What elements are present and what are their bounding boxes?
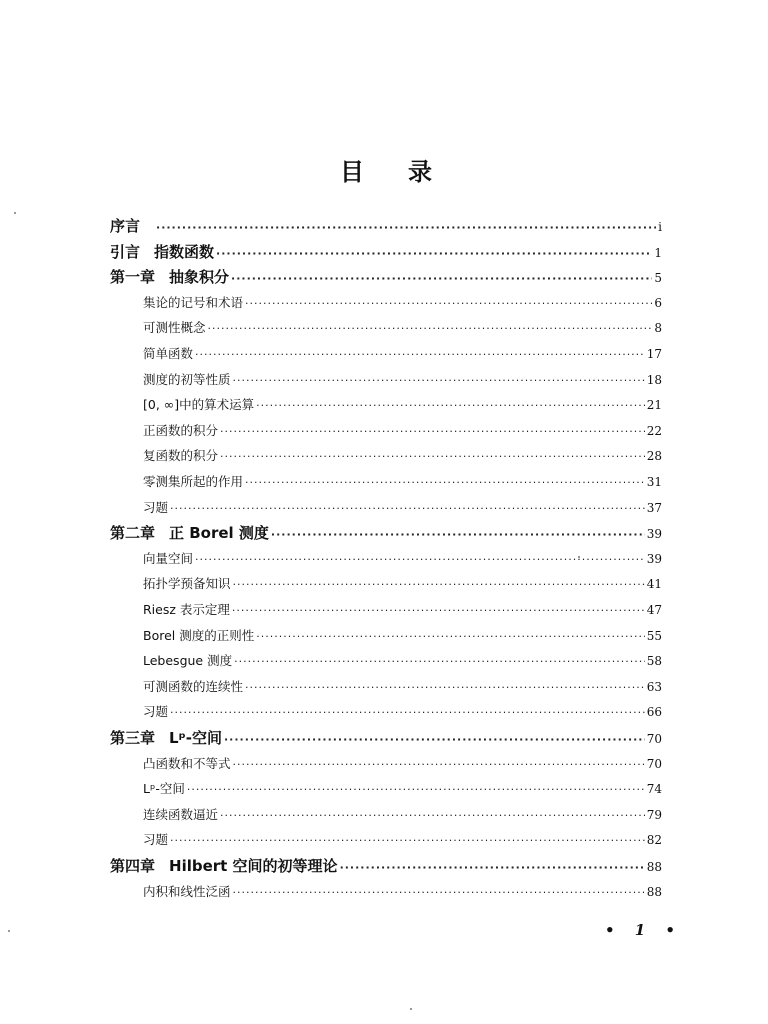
toc-entry-title: [143, 316, 206, 340]
toc-dot-leader: [220, 420, 645, 444]
toc-entry-label: 抽象积分: [169, 268, 230, 286]
toc-entry-label: 正函数的积分: [143, 423, 219, 438]
toc-entry-title: [143, 598, 230, 622]
toc-section-row: [143, 393, 662, 417]
toc-entry-title: [143, 444, 218, 468]
toc-entry-label: 零测集所起的作用: [143, 474, 244, 489]
toc-chapter-row: [110, 265, 662, 289]
footer-bullet-right: •: [665, 921, 675, 939]
toc-dot-leader: [220, 445, 645, 469]
toc-page-number: 6: [654, 296, 662, 310]
footer-bullet-left: •: [605, 921, 615, 939]
toc-entry-label: Lᵖ-空间: [169, 729, 222, 747]
toc-entry-title: [143, 470, 243, 494]
toc-section-row: [143, 419, 662, 443]
toc-dot-leader: [340, 856, 645, 880]
toc-dot-leader: [216, 242, 652, 266]
toc-page-number: 37: [646, 501, 662, 515]
toc-page-number: i: [658, 220, 662, 234]
scan-speck: [14, 212, 16, 214]
toc-chapter-row: [110, 214, 662, 238]
toc-entry-label: 简单函数: [143, 346, 194, 361]
toc-dot-leader: [233, 753, 645, 777]
toc-chapter-row: [110, 521, 662, 545]
toc-page-number: 66: [646, 705, 662, 719]
toc-dot-leader: [245, 292, 652, 316]
toc-chapter-row: [110, 240, 662, 264]
toc-section-row: [143, 649, 662, 673]
toc-entry-number: 第四章: [110, 857, 156, 875]
toc-page-number: 63: [646, 680, 662, 694]
toc-section-row: [143, 316, 662, 340]
toc-section-row: [143, 496, 662, 520]
toc-entry-title: [143, 752, 231, 776]
toc-entry-label: 拓扑学预备知识: [143, 576, 231, 591]
toc-section-row: [143, 675, 662, 699]
toc-entry-title: [143, 803, 218, 827]
toc-dot-leader: [195, 548, 645, 572]
toc-dot-leader: [187, 778, 645, 802]
toc-entry-label: 凸函数和不等式: [143, 756, 231, 771]
toc-entry-label: Riesz 表示定理: [143, 602, 230, 617]
toc-page-number: 39: [646, 552, 662, 566]
toc-section-row: [143, 291, 662, 315]
toc-entry-label: [0, ∞]中的算术运算: [143, 397, 255, 412]
toc-page-number: 21: [646, 398, 662, 412]
toc-entry-title: [143, 419, 218, 443]
toc-entry-label: Borel 测度的正则性: [143, 628, 255, 643]
toc-section-row: [143, 880, 662, 904]
toc-dot-leader: [233, 369, 645, 393]
toc-entry-title: [143, 572, 231, 596]
toc-section-row: [143, 598, 662, 622]
toc-entry-title: [110, 521, 269, 545]
toc-entry-title: [143, 828, 168, 852]
toc-entry-title: [143, 393, 254, 417]
toc-chapter-row: [110, 854, 662, 878]
toc-dot-leader: [271, 523, 645, 547]
toc-entry-title: [143, 342, 193, 366]
toc-entry-label: 正 Borel 测度: [169, 524, 269, 542]
toc-page-number: 70: [646, 732, 662, 746]
toc-section-row: [143, 777, 662, 801]
toc-dot-leader: [224, 728, 645, 752]
toc-page-number: 22: [646, 424, 662, 438]
toc-entry-number: 引言: [110, 243, 141, 261]
toc-page-number: 1: [654, 246, 662, 260]
toc-entry-title: [110, 214, 154, 238]
toc-entry-label: 向量空间: [143, 551, 194, 566]
toc-section-row: [143, 444, 662, 468]
toc-entry-label: 内积和线性泛函: [143, 884, 231, 899]
toc-section-row: [143, 342, 662, 366]
toc-entry-label: 连续函数逼近: [143, 807, 219, 822]
toc-page-number: 39: [646, 527, 662, 541]
toc-entry-number: 第三章: [110, 729, 156, 747]
toc-page-number: 47: [646, 603, 662, 617]
toc-page-number: 88: [646, 860, 662, 874]
toc-section-row: [143, 752, 662, 776]
toc-chapter-row: [110, 726, 662, 750]
footer-page-number: 1: [634, 921, 646, 939]
toc-section-row: [143, 368, 662, 392]
toc-entry-label: 可测性概念: [143, 320, 206, 335]
toc-entry-label: 习题: [143, 500, 169, 515]
title-char-lu: 录: [408, 158, 432, 186]
toc-section-row: [143, 803, 662, 827]
toc-page-number: 41: [646, 577, 662, 591]
toc-entry-label: 习题: [143, 832, 169, 847]
toc-entry-title: [110, 726, 222, 750]
toc-dot-leader: [256, 394, 645, 418]
toc-page-number: 70: [646, 757, 662, 771]
toc-entry-title: [110, 240, 214, 264]
toc-entry-label: Lᵖ-空间: [143, 781, 185, 796]
toc-entry-label: Lebesgue 测度: [143, 653, 233, 668]
toc-page-number: 74: [646, 782, 662, 796]
toc-entry-label: 指数函数: [154, 243, 215, 261]
toc-dot-leader: [233, 573, 645, 597]
toc-dot-leader: [245, 676, 645, 700]
toc-entry-title: [143, 291, 243, 315]
toc-dot-leader: [170, 701, 645, 725]
toc-entry-title: [110, 854, 338, 878]
toc-entry-title: [143, 777, 185, 801]
toc-entry-title: [143, 649, 232, 673]
toc-dot-leader: [256, 625, 644, 649]
toc-section-row: [143, 470, 662, 494]
toc-dot-leader: [220, 804, 645, 828]
toc-page-number: 31: [646, 475, 662, 489]
toc-entry-title: [110, 265, 229, 289]
toc-entry-label: 测度的初等性质: [143, 372, 231, 387]
toc-dot-leader: [231, 267, 652, 291]
toc-entry-title: [143, 547, 193, 571]
toc-page-number: 82: [646, 833, 662, 847]
toc-page-number: 5: [654, 271, 662, 285]
toc-entry-number: 第二章: [110, 524, 156, 542]
toc-dot-leader: [156, 216, 656, 240]
toc-entry-title: [143, 880, 231, 904]
toc-entry-title: [143, 624, 254, 648]
toc-dot-leader: [208, 317, 653, 341]
scan-speck: [578, 556, 580, 558]
toc-dot-leader: [195, 343, 645, 367]
toc-section-row: [143, 828, 662, 852]
toc-section-row: [143, 700, 662, 724]
toc-entry-number: 序言: [110, 217, 141, 235]
toc-page-number: 58: [646, 654, 662, 668]
toc-dot-leader: [232, 599, 645, 623]
toc-page-number: 55: [646, 629, 662, 643]
toc-dot-leader: [170, 497, 645, 521]
toc-entry-label: 可测函数的连续性: [143, 679, 244, 694]
toc-dot-leader: [170, 829, 645, 853]
toc-dot-leader: [245, 471, 645, 495]
toc-page-number: 28: [646, 449, 662, 463]
toc-dot-leader: [234, 650, 645, 674]
toc-page-number: 18: [646, 373, 662, 387]
toc-dot-leader: [233, 881, 645, 905]
toc-entry-label: 习题: [143, 704, 169, 719]
toc-entry-label: 复函数的积分: [143, 448, 219, 463]
title-char-mu: 目: [340, 158, 364, 186]
toc-section-row: [143, 624, 662, 648]
toc-section-row: [143, 547, 662, 571]
scan-speck: [410, 1008, 412, 1010]
toc-section-row: [143, 572, 662, 596]
toc-entry-title: [143, 700, 168, 724]
toc-page-number: 88: [646, 885, 662, 899]
toc-entry-label: Hilbert 空间的初等理论: [169, 857, 338, 875]
page-footer: [605, 918, 675, 942]
scan-speck: [8, 930, 10, 932]
toc-entry-title: [143, 675, 243, 699]
toc-entry-label: 集论的记号和术语: [143, 295, 244, 310]
toc-entry-number: 第一章: [110, 268, 156, 286]
toc-page-number: 79: [646, 808, 662, 822]
page-title: [0, 156, 768, 196]
toc-entry-title: [143, 496, 168, 520]
toc-page-number: 8: [654, 321, 662, 335]
toc-entry-title: [143, 368, 231, 392]
toc-page-number: 17: [646, 347, 662, 361]
